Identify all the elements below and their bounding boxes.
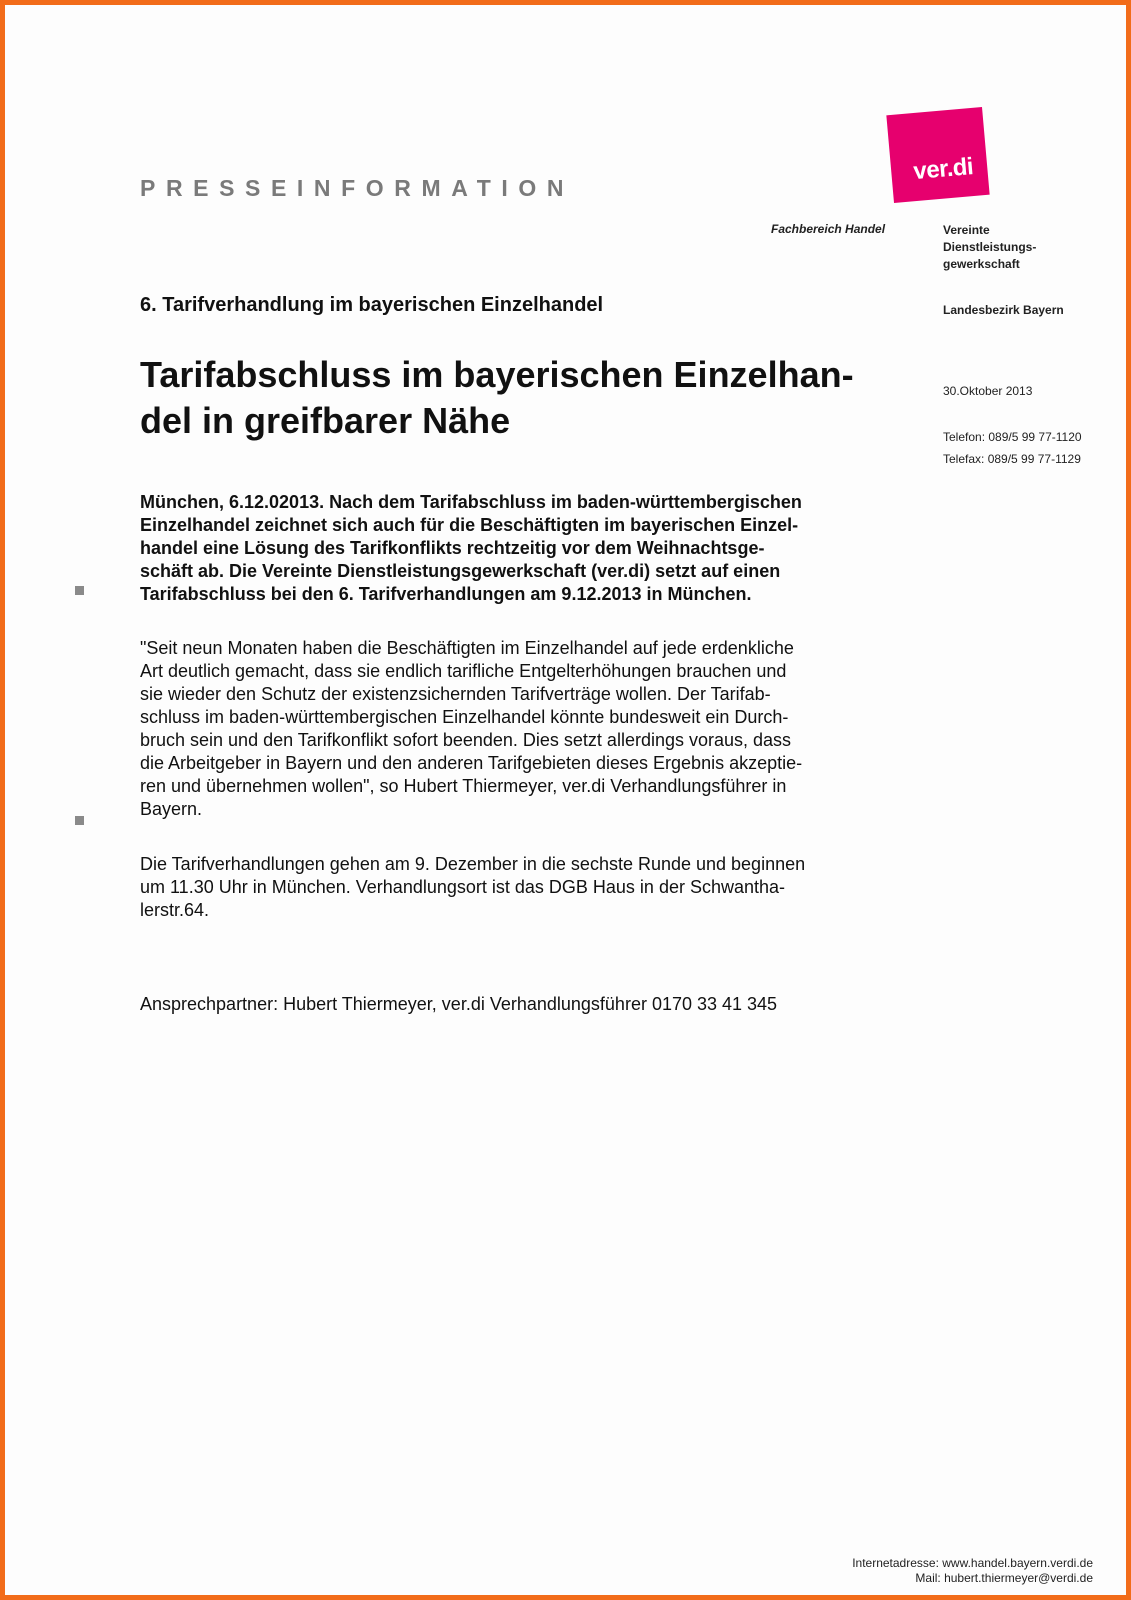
lead-line: München, 6.12.02013. Nach dem Tarifabschluss im baden-württembergischen bbox=[140, 492, 802, 512]
phone-number bbox=[943, 429, 1123, 446]
quote-line: die Arbeitgeber in Bayern und den anderen Tarifgebieten dieses Ergebnis akzeptie- bbox=[140, 753, 803, 773]
department-label: Fachbereich Handel bbox=[771, 222, 886, 236]
release-date bbox=[943, 383, 1123, 400]
verdi-logo bbox=[886, 107, 989, 203]
margin-marker bbox=[75, 816, 84, 825]
quote-paragraph bbox=[140, 637, 802, 821]
quote-line: sie wieder den Schutz der existenzsichernden Tarifverträge wollen. Der Tarifab- bbox=[140, 684, 771, 704]
quote-line: Art deutlich gemacht, dass sie endlich tarifliche Entgelterhöhungen brauchen und bbox=[140, 661, 787, 681]
lead-line: Tarifabschluss bei den 6. Tarifverhandlungen am 9.12.2013 in München. bbox=[140, 584, 752, 604]
fax-text: Telefax: 089/5 99 77-1129 bbox=[943, 452, 1081, 466]
region-label bbox=[943, 302, 1123, 319]
quote-line: "Seit neun Monaten haben die Beschäftigten im Einzelhandel auf jede erdenkliche bbox=[140, 638, 794, 658]
lead-paragraph bbox=[140, 491, 802, 606]
info-paragraph bbox=[140, 853, 805, 922]
subheadline: 6. Tarifverhandlung im bayerischen Einzelhandel bbox=[140, 294, 604, 316]
lead-line: handel eine Lösung des Tarifkonflikts rechtzeitig vor dem Weihnachtsge- bbox=[140, 538, 765, 558]
website-link[interactable]: Internetadresse: www.handel.bayern.verdi.de bbox=[852, 1556, 1093, 1570]
email-link[interactable]: Mail: hubert.thiermeyer@verdi.de bbox=[915, 1571, 1093, 1585]
logo-text: ver.di bbox=[912, 153, 975, 186]
lead-line: schäft ab. Die Vereinte Dienstleistungsgewerkschaft (ver.di) setzt auf einen bbox=[140, 561, 781, 581]
org-line: gewerkschaft bbox=[943, 257, 1020, 271]
info-line: Die Tarifverhandlungen gehen am 9. Dezember in die sechste Runde und beginnen bbox=[140, 854, 806, 874]
info-line: lerstr.64. bbox=[140, 900, 210, 920]
organization-name bbox=[943, 222, 1123, 273]
quote-line: ren und übernehmen wollen", so Hubert Thiermeyer, ver.di Verhandlungsführer in bbox=[140, 776, 787, 796]
headline-line: del in greifbarer Nähe bbox=[140, 400, 511, 441]
date-text: 30.Oktober 2013 bbox=[943, 384, 1033, 398]
headline bbox=[140, 352, 854, 444]
quote-line: bruch sein und den Tarifkonflikt sofort beenden. Dies setzt allerdings voraus, dass bbox=[140, 730, 792, 750]
quote-line: Bayern. bbox=[140, 799, 203, 819]
headline-line: Tarifabschluss im bayerischen Einzelhan- bbox=[140, 354, 854, 395]
phone-text: Telefon: 089/5 99 77-1120 bbox=[943, 430, 1082, 444]
org-line: Vereinte bbox=[943, 223, 990, 237]
contact-text: Ansprechpartner: Hubert Thiermeyer, ver.di Verhandlungsführer 0170 33 41 345 bbox=[140, 994, 778, 1014]
region-text: Landesbezirk Bayern bbox=[943, 303, 1064, 317]
org-line: Dienstleistungs- bbox=[943, 240, 1037, 254]
info-line: um 11.30 Uhr in München. Verhandlungsort ist das DGB Haus in der Schwantha- bbox=[140, 877, 786, 897]
footer-contact bbox=[852, 1556, 1093, 1586]
contact-line bbox=[140, 993, 777, 1016]
document-type-title: PRESSEINFORMATION bbox=[140, 175, 575, 201]
lead-line: Einzelhandel zeichnet sich auch für die Beschäftigten im bayerischen Einzel- bbox=[140, 515, 799, 535]
fax-number bbox=[943, 451, 1123, 468]
margin-marker bbox=[75, 586, 84, 595]
quote-line: schluss im baden-württembergischen Einzelhandel könnte bundesweit ein Durch- bbox=[140, 707, 789, 727]
